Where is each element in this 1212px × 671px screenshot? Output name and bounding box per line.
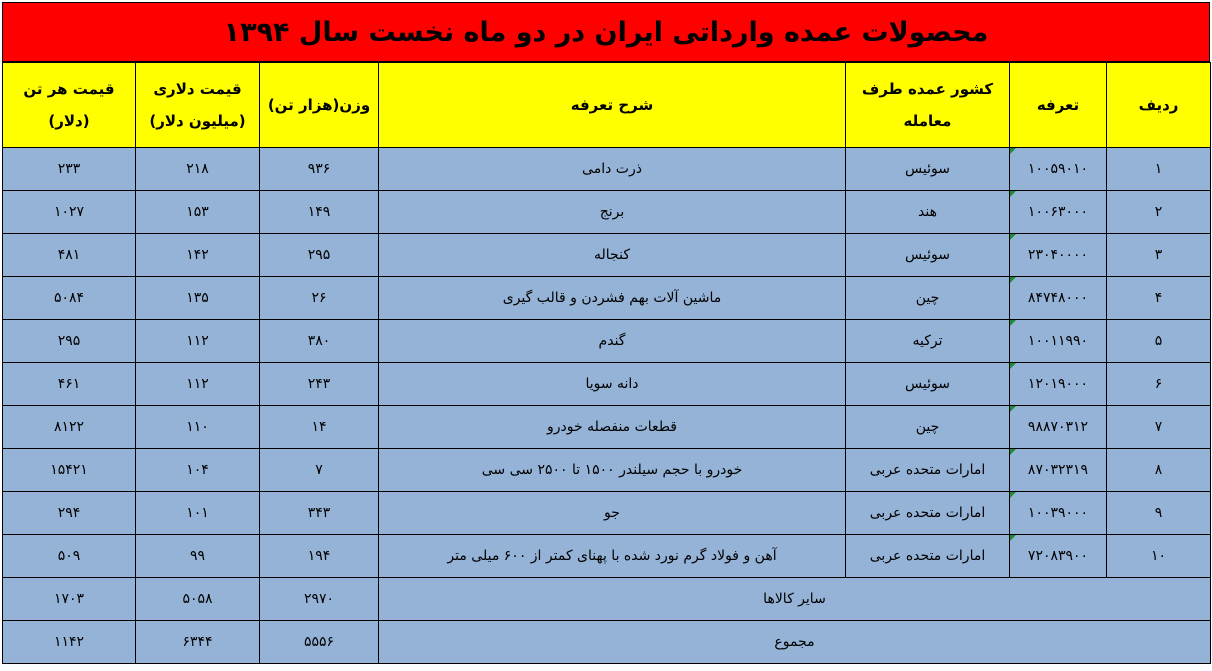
cell-sharh[interactable]: کنجاله xyxy=(379,234,846,277)
cell-radif[interactable]: ۸ xyxy=(1107,449,1211,492)
header-radif: ردیف xyxy=(1107,63,1211,148)
cell-tarefe[interactable]: ۱۰۰۵۹۰۱۰ xyxy=(1010,148,1107,191)
header-keshvar-line2: معامله xyxy=(903,112,952,130)
cell-har-ton[interactable]: ۵۰۸۴ xyxy=(3,277,136,320)
header-tarefe: تعرفه xyxy=(1010,63,1107,148)
cell-har-ton[interactable]: ۲۹۴ xyxy=(3,492,136,535)
cell-tarefe[interactable]: ۷۲۰۸۳۹۰۰ xyxy=(1010,535,1107,578)
cell-sharh[interactable]: دانه سویا xyxy=(379,363,846,406)
cell-keshvar[interactable]: ترکیه xyxy=(846,320,1010,363)
cell-vazn[interactable]: ۱۹۴ xyxy=(260,535,379,578)
cell-vazn[interactable]: ۵۵۵۶ xyxy=(260,621,379,664)
table-row xyxy=(3,277,1211,320)
cell-radif[interactable]: ۱۰ xyxy=(1107,535,1211,578)
cell-sharh[interactable]: ذرت دامی xyxy=(379,148,846,191)
cell-total-label[interactable]: مجموع xyxy=(379,621,1211,664)
header-gheymat-har-ton xyxy=(3,63,136,148)
cell-sharh[interactable]: برنج xyxy=(379,191,846,234)
cell-radif[interactable]: ۲ xyxy=(1107,191,1211,234)
cell-tarefe[interactable]: ۱۰۰۶۳۰۰۰ xyxy=(1010,191,1107,234)
cell-radif[interactable]: ۹ xyxy=(1107,492,1211,535)
cell-keshvar[interactable]: هند xyxy=(846,191,1010,234)
cell-vazn[interactable]: ۱۴۹ xyxy=(260,191,379,234)
cell-keshvar[interactable]: چین xyxy=(846,406,1010,449)
cell-sharh[interactable]: جو xyxy=(379,492,846,535)
table-row xyxy=(3,234,1211,277)
cell-radif[interactable]: ۳ xyxy=(1107,234,1211,277)
cell-har-ton[interactable]: ۵۰۹ xyxy=(3,535,136,578)
cell-dolari[interactable]: ۶۳۴۴ xyxy=(136,621,260,664)
cell-sharh[interactable]: خودرو با حجم سیلندر ۱۵۰۰ تا ۲۵۰۰ سی سی xyxy=(379,449,846,492)
cell-tarefe[interactable]: ۸۷۰۳۲۳۱۹ xyxy=(1010,449,1107,492)
cell-keshvar[interactable]: سوئیس xyxy=(846,363,1010,406)
cell-radif[interactable]: ۵ xyxy=(1107,320,1211,363)
cell-other-label[interactable]: سایر کالاها xyxy=(379,578,1211,621)
header-gheymat-har-ton-line2: (دلار) xyxy=(48,112,90,130)
cell-har-ton[interactable]: ۱۱۴۲ xyxy=(3,621,136,664)
other-goods-row xyxy=(3,578,1211,621)
spreadsheet xyxy=(2,2,1210,669)
cell-tarefe[interactable]: ۲۳۰۴۰۰۰۰ xyxy=(1010,234,1107,277)
cell-vazn[interactable]: ۲۹۵ xyxy=(260,234,379,277)
cell-sharh[interactable]: آهن و فولاد گرم نورد شده با پهنای کمتر از ۶۰۰ میلی متر xyxy=(379,535,846,578)
cell-har-ton[interactable]: ۱۷۰۳ xyxy=(3,578,136,621)
cell-vazn[interactable]: ۷ xyxy=(260,449,379,492)
cell-dolari[interactable]: ۱۴۲ xyxy=(136,234,260,277)
cell-radif[interactable]: ۶ xyxy=(1107,363,1211,406)
table-row xyxy=(3,363,1211,406)
cell-har-ton[interactable]: ۱۰۲۷ xyxy=(3,191,136,234)
imports-table xyxy=(2,62,1211,664)
table-row xyxy=(3,191,1211,234)
cell-tarefe[interactable]: ۱۰۰۱۱۹۹۰ xyxy=(1010,320,1107,363)
cell-keshvar[interactable]: امارات متحده عربی xyxy=(846,535,1010,578)
cell-har-ton[interactable]: ۴۸۱ xyxy=(3,234,136,277)
header-vazn: وزن(هزار تن) xyxy=(260,63,379,148)
cell-har-ton[interactable]: ۸۱۲۲ xyxy=(3,406,136,449)
cell-vazn[interactable]: ۲۴۳ xyxy=(260,363,379,406)
cell-keshvar[interactable]: چین xyxy=(846,277,1010,320)
header-sharh: شرح تعرفه xyxy=(379,63,846,148)
header-gheymat-dolari-line2: (میلیون دلار) xyxy=(149,112,246,130)
cell-sharh[interactable]: قطعات منفصله خودرو xyxy=(379,406,846,449)
cell-dolari[interactable]: ۹۹ xyxy=(136,535,260,578)
cell-har-ton[interactable]: ۱۵۴۲۱ xyxy=(3,449,136,492)
cell-dolari[interactable]: ۱۱۰ xyxy=(136,406,260,449)
cell-har-ton[interactable]: ۴۶۱ xyxy=(3,363,136,406)
cell-dolari[interactable]: ۱۱۲ xyxy=(136,320,260,363)
cell-dolari[interactable]: ۱۰۱ xyxy=(136,492,260,535)
header-gheymat-dolari-line1: قیمت دلاری xyxy=(153,80,242,98)
table-row xyxy=(3,449,1211,492)
cell-vazn[interactable]: ۳۴۳ xyxy=(260,492,379,535)
cell-vazn[interactable]: ۱۴ xyxy=(260,406,379,449)
cell-vazn[interactable]: ۹۳۶ xyxy=(260,148,379,191)
table-row xyxy=(3,406,1211,449)
cell-radif[interactable]: ۷ xyxy=(1107,406,1211,449)
cell-radif[interactable]: ۴ xyxy=(1107,277,1211,320)
cell-tarefe[interactable]: ۹۸۸۷۰۳۱۲ xyxy=(1010,406,1107,449)
cell-vazn[interactable]: ۲۹۷۰ xyxy=(260,578,379,621)
header-gheymat-dolari xyxy=(136,63,260,148)
cell-vazn[interactable]: ۲۶ xyxy=(260,277,379,320)
cell-har-ton[interactable]: ۲۳۳ xyxy=(3,148,136,191)
cell-keshvar[interactable]: سوئیس xyxy=(846,148,1010,191)
cell-tarefe[interactable]: ۸۴۷۴۸۰۰۰ xyxy=(1010,277,1107,320)
cell-tarefe[interactable]: ۱۲۰۱۹۰۰۰ xyxy=(1010,363,1107,406)
header-keshvar-line1: کشور عمده طرف xyxy=(861,80,994,98)
table-row xyxy=(3,320,1211,363)
cell-keshvar[interactable]: امارات متحده عربی xyxy=(846,492,1010,535)
cell-sharh[interactable]: ماشین آلات بهم فشردن و قالب گیری xyxy=(379,277,846,320)
cell-tarefe[interactable]: ۱۰۰۳۹۰۰۰ xyxy=(1010,492,1107,535)
cell-keshvar[interactable]: سوئیس xyxy=(846,234,1010,277)
cell-har-ton[interactable]: ۲۹۵ xyxy=(3,320,136,363)
cell-dolari[interactable]: ۵۰۵۸ xyxy=(136,578,260,621)
table-row xyxy=(3,148,1211,191)
header-keshvar xyxy=(846,63,1010,148)
cell-radif[interactable]: ۱ xyxy=(1107,148,1211,191)
header-gheymat-har-ton-line1: قیمت هر تن xyxy=(23,80,115,98)
table-title: محصولات عمده وارداتی ایران در دو ماه نخست سال ۱۳۹۴ xyxy=(2,2,1210,62)
table-row xyxy=(3,492,1211,535)
total-row xyxy=(3,621,1211,664)
cell-dolari[interactable]: ۱۰۴ xyxy=(136,449,260,492)
cell-vazn[interactable]: ۳۸۰ xyxy=(260,320,379,363)
cell-dolari[interactable]: ۱۱۲ xyxy=(136,363,260,406)
cell-dolari[interactable]: ۱۵۳ xyxy=(136,191,260,234)
cell-dolari[interactable]: ۲۱۸ xyxy=(136,148,260,191)
cell-keshvar[interactable]: امارات متحده عربی xyxy=(846,449,1010,492)
header-row xyxy=(3,63,1211,148)
cell-sharh[interactable]: گندم xyxy=(379,320,846,363)
table-row xyxy=(3,535,1211,578)
cell-dolari[interactable]: ۱۳۵ xyxy=(136,277,260,320)
